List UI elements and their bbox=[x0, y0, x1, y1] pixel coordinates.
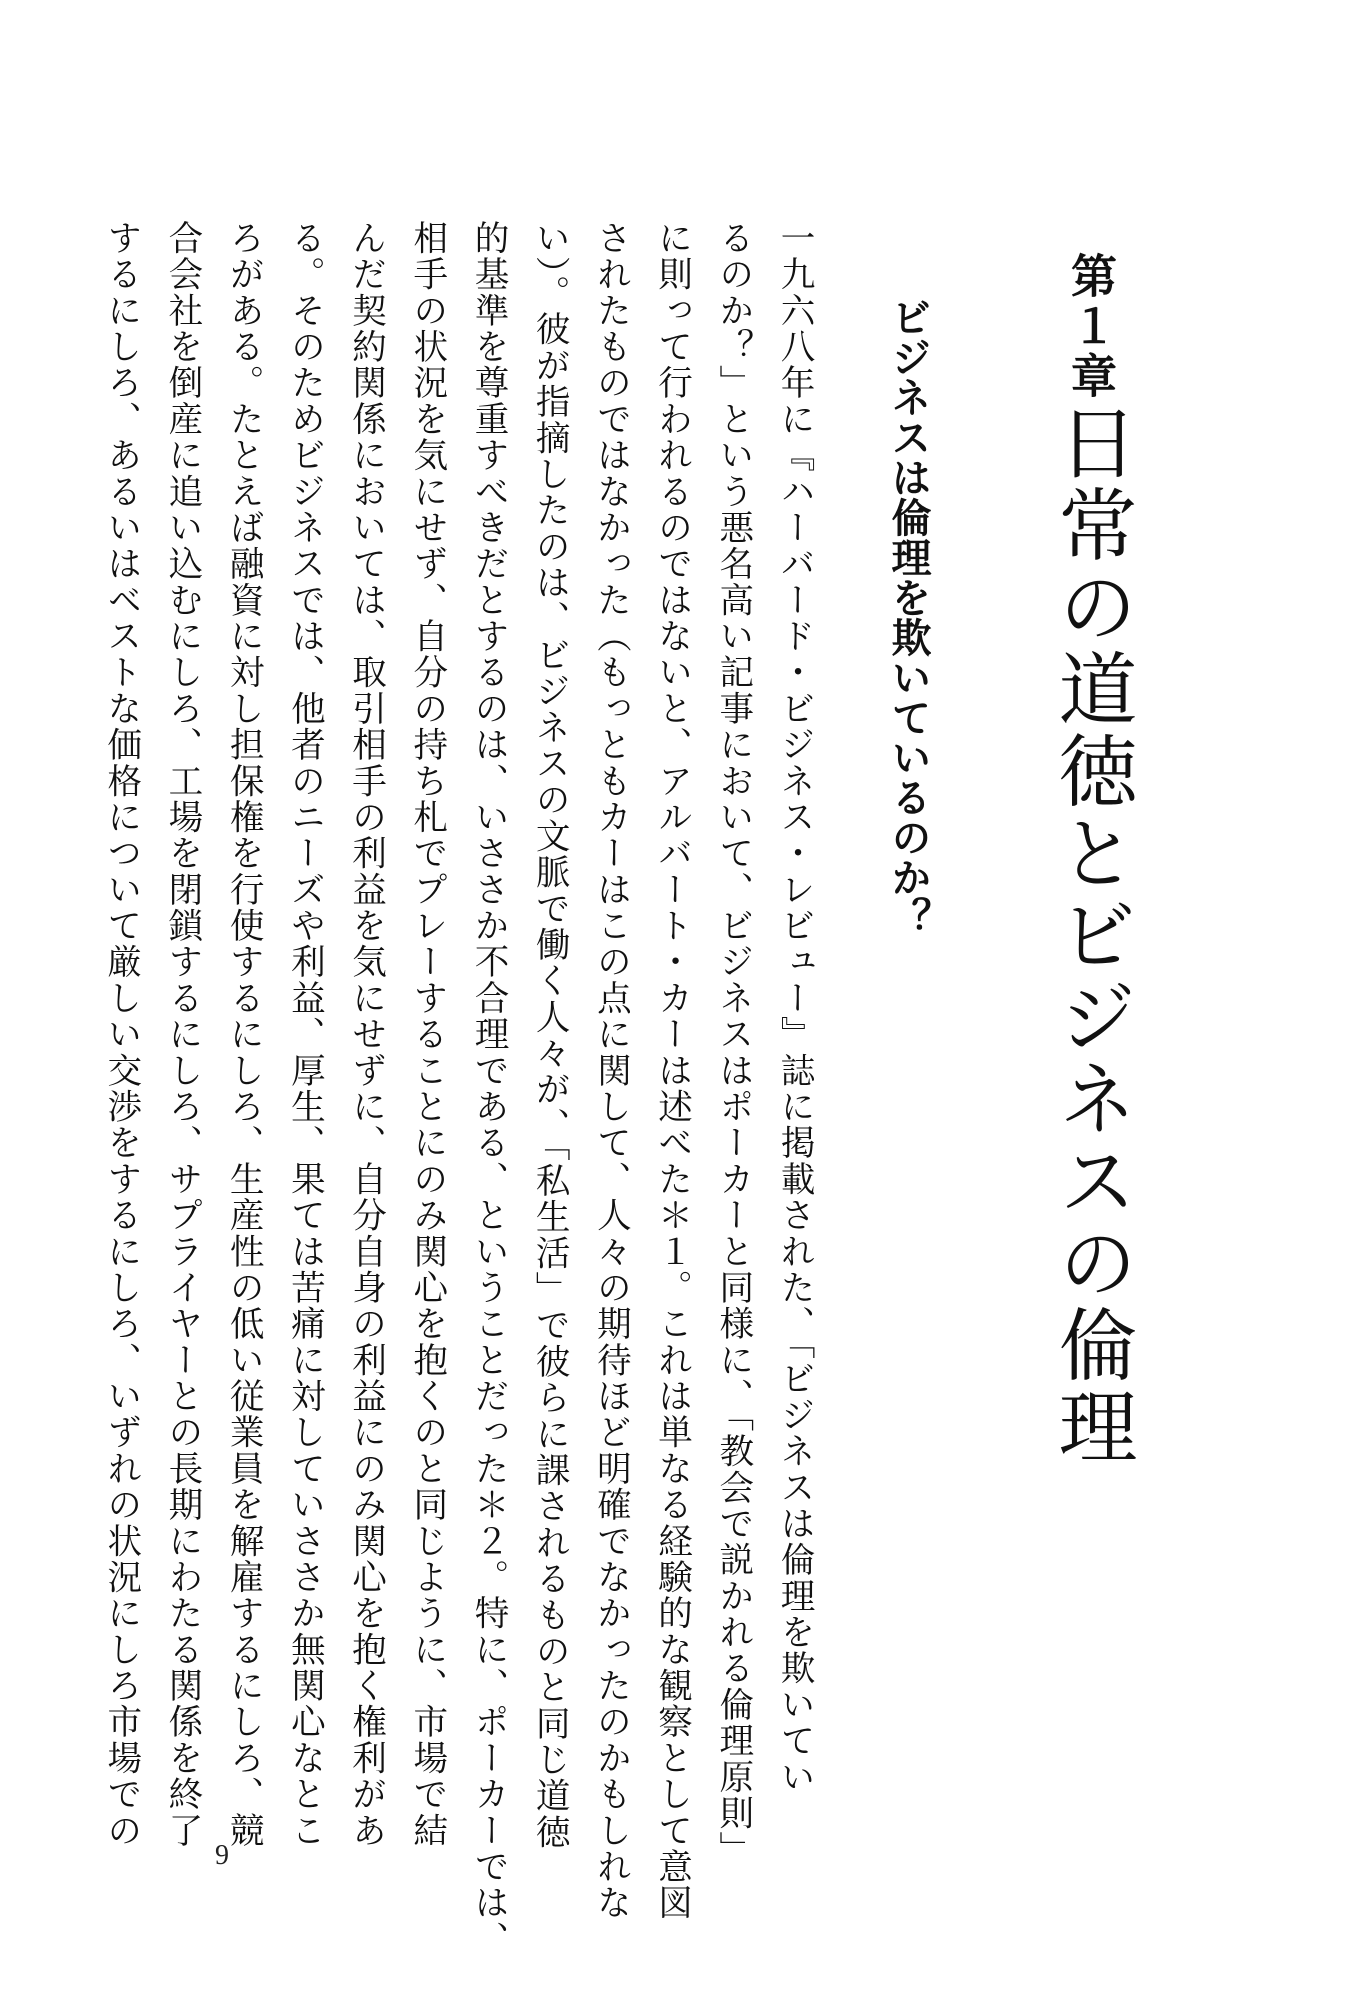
body-line: するにしろ、あるいはベストな価格について厳しい交渉をするにしろ、いずれの状況にしろ市場での bbox=[100, 220, 141, 1849]
body-line: に則って行われるのではないと、アルバート・カーは述べた＊１。これは単なる経験的な観察として意図 bbox=[651, 220, 692, 1921]
page-number: 9 bbox=[215, 1840, 229, 1871]
body-line: ろがある。たとえば融資に対し担保権を行使するにしろ、生産性の低い従業員を解雇するにしろ、競 bbox=[223, 220, 264, 1849]
chapter-label: 第１章 bbox=[1064, 252, 1118, 402]
chapter-title: 日常の道徳とビジネスの倫理 bbox=[1045, 402, 1137, 1468]
section-heading: ビジネスは倫理を欺いているのか？ bbox=[885, 297, 931, 937]
body-line: る。そのためビジネスでは、他者のニーズや利益、厚生、果ては苦痛に対していささか無関心なとこ bbox=[284, 220, 325, 1849]
body-line: 的基準を尊重すべきだとするのは、いささか不合理である、ということだった＊２。特に、ポーカーでは、 bbox=[467, 220, 508, 1958]
body-line: るのか？」という悪名高い記事において、ビジネスはポーカーと同様に、「教会で説かれる倫理原則」 bbox=[712, 220, 753, 1868]
body-line: されたものではなかった（もっともカーはこの点に関して、人々の期待ほど明確でなかったのかもしれな bbox=[590, 220, 631, 1921]
body-line: 一九六八年に『ハーバード・ビジネス・レビュー』誌に掲載された、「ビジネスは倫理を欺いてい bbox=[774, 220, 814, 1796]
body-line: い）。彼が指摘したのは、ビジネスの文脈で働く人々が、「私生活」で彼らに課されるものと同じ道徳 bbox=[529, 220, 570, 1851]
body-line: 相手の状況を気にせず、自分の持ち札でプレーすることにのみ関心を抱くのと同じように、市場で結 bbox=[406, 220, 447, 1849]
body-line: んだ契約関係においては、取引相手の利益を気にせずに、自分自身の利益にのみ関心を抱く権利があ bbox=[345, 220, 386, 1849]
body-line: 合会社を倒産に追い込むにしろ、工場を閉鎖するにしろ、サプライヤーとの長期にわたる関係を終了 bbox=[161, 220, 202, 1849]
body-text bbox=[90, 220, 824, 1958]
